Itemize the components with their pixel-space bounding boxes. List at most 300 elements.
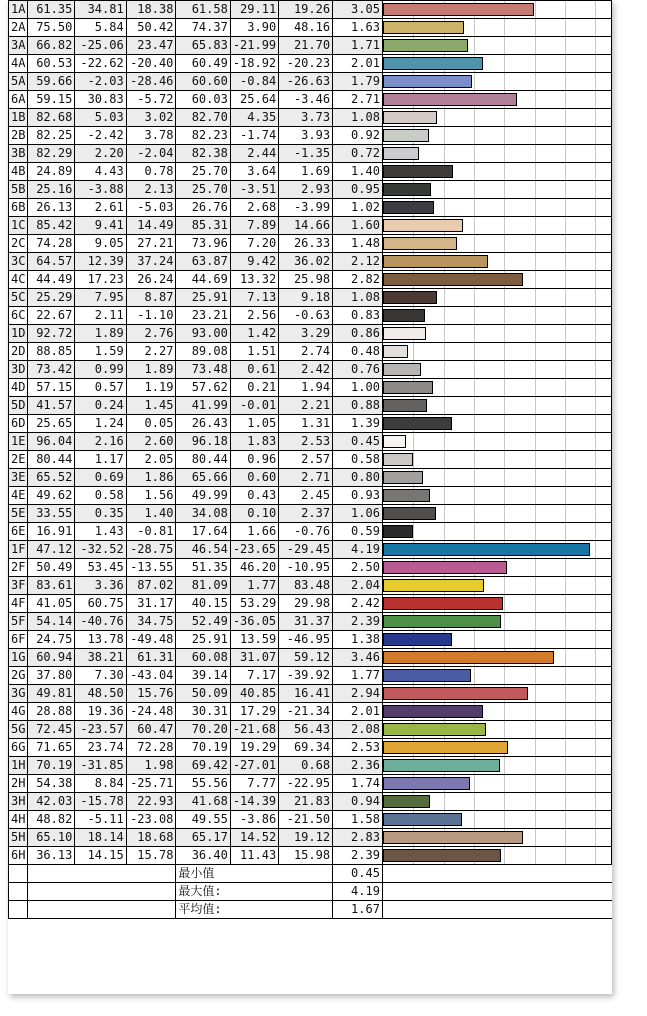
delta-e-cell: 0.83 — [333, 307, 383, 325]
bar-gridline — [504, 343, 505, 360]
lab-value-cell: 3.78 — [126, 127, 176, 145]
patch-id-cell: 1E — [9, 433, 28, 451]
lab-value-cell: 60.60 — [176, 73, 230, 91]
bar-cell — [382, 55, 611, 73]
table-row — [9, 181, 612, 199]
delta-e-cell: 0.72 — [333, 145, 383, 163]
lab-value-cell: 1.24 — [75, 415, 126, 433]
bar-gridline — [595, 505, 596, 522]
bar-gridline — [595, 847, 596, 864]
patch-id-cell: 2A — [9, 19, 28, 37]
delta-e-bar — [383, 471, 423, 484]
lab-value-cell: 61.58 — [176, 1, 230, 19]
bar-gridline — [474, 631, 475, 648]
bar-gridline — [595, 163, 596, 180]
lab-value-cell: 8.84 — [75, 775, 126, 793]
bar-gridline — [535, 271, 536, 288]
bar-gridline — [444, 343, 445, 360]
table-row — [9, 199, 612, 217]
delta-e-cell: 0.45 — [333, 433, 383, 451]
lab-value-cell: 87.02 — [126, 577, 176, 595]
lab-value-cell: 24.75 — [28, 631, 75, 649]
lab-value-cell: 70.19 — [28, 757, 75, 775]
lab-value-cell: 37.80 — [28, 667, 75, 685]
patch-id-cell: 6E — [9, 523, 28, 541]
lab-value-cell: 13.78 — [75, 631, 126, 649]
delta-e-bar — [383, 291, 437, 304]
bar-cell — [382, 487, 611, 505]
delta-e-cell: 1.79 — [333, 73, 383, 91]
bar-gridline — [444, 505, 445, 522]
bar-gridline — [595, 703, 596, 720]
bar-cell — [382, 757, 611, 775]
bar-gridline — [565, 469, 566, 486]
bar-gridline — [474, 811, 475, 828]
bar-gridline — [565, 667, 566, 684]
lab-value-cell: 29.11 — [230, 1, 278, 19]
lab-value-cell: 36.40 — [176, 847, 230, 865]
lab-value-cell: -2.04 — [126, 145, 176, 163]
empty-cell — [9, 883, 28, 901]
delta-e-cell: 3.05 — [333, 1, 383, 19]
patch-id-cell: 3H — [9, 793, 28, 811]
patch-id-cell: 4B — [9, 163, 28, 181]
bar-gridline — [444, 487, 445, 504]
lab-value-cell: 2.53 — [279, 433, 333, 451]
bar-gridline — [535, 577, 536, 594]
bar-gridline — [444, 361, 445, 378]
bar-gridline — [444, 325, 445, 342]
bar-cell — [382, 505, 611, 523]
bar-cell — [382, 181, 611, 199]
bar-gridline — [504, 721, 505, 738]
bar-cell — [382, 325, 611, 343]
bar-gridline — [535, 757, 536, 774]
delta-e-bar — [383, 183, 431, 196]
bar-gridline — [595, 19, 596, 36]
patch-id-cell: 6G — [9, 739, 28, 757]
table-row — [9, 1, 612, 19]
lab-value-cell: 41.99 — [176, 397, 230, 415]
bar-gridline — [595, 415, 596, 432]
table-row — [9, 73, 612, 91]
bar-gridline — [504, 235, 505, 252]
lab-value-cell: 1.17 — [75, 451, 126, 469]
lab-value-cell: 25.29 — [28, 289, 75, 307]
bar-gridline — [535, 739, 536, 756]
lab-value-cell: 2.21 — [279, 397, 333, 415]
bar-gridline — [595, 361, 596, 378]
delta-e-cell: 2.12 — [333, 253, 383, 271]
table-row — [9, 217, 612, 235]
lab-value-cell: 82.29 — [28, 145, 75, 163]
lab-value-cell: 72.28 — [126, 739, 176, 757]
table-row — [9, 595, 612, 613]
lab-value-cell: 82.38 — [176, 145, 230, 163]
bar-gridline — [504, 109, 505, 126]
delta-e-bar — [383, 633, 452, 646]
delta-e-bar — [383, 453, 413, 466]
bar-gridline — [535, 289, 536, 306]
lab-value-cell: 48.82 — [28, 811, 75, 829]
table-row — [9, 325, 612, 343]
bar-gridline — [504, 37, 505, 54]
table-row — [9, 235, 612, 253]
lab-value-cell: 1.83 — [230, 433, 278, 451]
delta-e-bar — [383, 93, 517, 106]
patch-id-cell: 3F — [9, 577, 28, 595]
lab-value-cell: -27.01 — [230, 757, 278, 775]
table-row — [9, 811, 612, 829]
lab-value-cell: -20.23 — [279, 55, 333, 73]
lab-value-cell: 46.20 — [230, 559, 278, 577]
lab-value-cell: -3.51 — [230, 181, 278, 199]
summary-row — [9, 883, 612, 901]
delta-e-bar — [383, 669, 471, 682]
patch-id-cell: 2B — [9, 127, 28, 145]
spreadsheet — [8, 0, 612, 994]
patch-id-cell: 1B — [9, 109, 28, 127]
bar-gridline — [535, 1, 536, 18]
lab-value-cell: -15.78 — [75, 793, 126, 811]
bar-gridline — [595, 343, 596, 360]
bar-gridline — [565, 289, 566, 306]
bar-gridline — [504, 163, 505, 180]
lab-value-cell: 1.89 — [75, 325, 126, 343]
bar-gridline — [565, 397, 566, 414]
bar-cell — [382, 613, 611, 631]
lab-value-cell: 30.31 — [176, 703, 230, 721]
bar-gridline — [565, 829, 566, 846]
bar-gridline — [535, 559, 536, 576]
lab-value-cell: 60.03 — [176, 91, 230, 109]
bar-gridline — [595, 541, 596, 558]
lab-value-cell: 46.54 — [176, 541, 230, 559]
lab-value-cell: 65.83 — [176, 37, 230, 55]
patch-id-cell: 5G — [9, 721, 28, 739]
bar-gridline — [474, 37, 475, 54]
delta-e-bar — [383, 507, 436, 520]
patch-id-cell: 5F — [9, 613, 28, 631]
bar-gridline — [565, 415, 566, 432]
lab-value-cell: -3.46 — [279, 91, 333, 109]
lab-value-cell: 9.05 — [75, 235, 126, 253]
bar-gridline — [504, 451, 505, 468]
delta-e-bar — [383, 255, 488, 268]
lab-value-cell: 60.49 — [176, 55, 230, 73]
summary-value: 1.67 — [333, 901, 383, 919]
patch-id-cell: 1G — [9, 649, 28, 667]
lab-value-cell: -31.85 — [75, 757, 126, 775]
lab-value-cell: 93.00 — [176, 325, 230, 343]
table-row — [9, 703, 612, 721]
lab-value-cell: -23.57 — [75, 721, 126, 739]
lab-value-cell: 65.10 — [28, 829, 75, 847]
lab-value-cell: -1.10 — [126, 307, 176, 325]
lab-value-cell: 7.77 — [230, 775, 278, 793]
bar-gridline — [474, 379, 475, 396]
lab-value-cell: 31.07 — [230, 649, 278, 667]
table-row — [9, 847, 612, 865]
bar-gridline — [444, 127, 445, 144]
table-row — [9, 397, 612, 415]
bar-gridline — [474, 469, 475, 486]
lab-value-cell: 52.49 — [176, 613, 230, 631]
lab-value-cell: 71.65 — [28, 739, 75, 757]
summary-value: 4.19 — [333, 883, 383, 901]
delta-e-cell: 1.74 — [333, 775, 383, 793]
bar-gridline — [565, 55, 566, 72]
bar-gridline — [504, 433, 505, 450]
bar-gridline — [565, 271, 566, 288]
lab-value-cell: 73.42 — [28, 361, 75, 379]
lab-value-cell: 7.30 — [75, 667, 126, 685]
bar-gridline — [565, 811, 566, 828]
bar-gridline — [474, 73, 475, 90]
bar-gridline — [595, 631, 596, 648]
lab-value-cell: 14.52 — [230, 829, 278, 847]
delta-e-cell: 4.19 — [333, 541, 383, 559]
bar-gridline — [595, 37, 596, 54]
bar-gridline — [474, 433, 475, 450]
bar-gridline — [565, 721, 566, 738]
delta-e-cell: 2.83 — [333, 829, 383, 847]
bar-cell — [382, 361, 611, 379]
bar-cell — [382, 451, 611, 469]
bar-gridline — [595, 451, 596, 468]
delta-e-bar — [383, 597, 503, 610]
lab-value-cell: 0.43 — [230, 487, 278, 505]
bar-gridline — [474, 415, 475, 432]
lab-value-cell: 89.08 — [176, 343, 230, 361]
lab-value-cell: -23.65 — [230, 541, 278, 559]
bar-gridline — [595, 235, 596, 252]
lab-value-cell: 21.70 — [279, 37, 333, 55]
bar-gridline — [565, 181, 566, 198]
bar-gridline — [504, 811, 505, 828]
bar-gridline — [535, 37, 536, 54]
bar-gridline — [595, 91, 596, 108]
patch-id-cell: 3G — [9, 685, 28, 703]
bar-gridline — [535, 325, 536, 342]
lab-value-cell: 25.91 — [176, 631, 230, 649]
table-row — [9, 109, 612, 127]
lab-value-cell: -22.95 — [279, 775, 333, 793]
lab-value-cell: 83.61 — [28, 577, 75, 595]
lab-value-cell: 47.12 — [28, 541, 75, 559]
delta-e-bar — [383, 489, 430, 502]
summary-label: 最小值 — [176, 865, 333, 883]
lab-value-cell: -36.05 — [230, 613, 278, 631]
table-row — [9, 163, 612, 181]
bar-gridline — [535, 451, 536, 468]
patch-id-cell: 6C — [9, 307, 28, 325]
lab-value-cell: -25.06 — [75, 37, 126, 55]
lab-value-cell: -39.92 — [279, 667, 333, 685]
lab-value-cell: 0.24 — [75, 397, 126, 415]
lab-value-cell: 0.58 — [75, 487, 126, 505]
bar-gridline — [595, 181, 596, 198]
lab-value-cell: 60.47 — [126, 721, 176, 739]
lab-value-cell: 0.96 — [230, 451, 278, 469]
bar-gridline — [504, 523, 505, 540]
table-row — [9, 757, 612, 775]
delta-e-bar — [383, 813, 462, 826]
lab-value-cell: 82.70 — [176, 109, 230, 127]
lab-value-cell: -5.11 — [75, 811, 126, 829]
bar-gridline — [535, 199, 536, 216]
delta-e-cell: 0.48 — [333, 343, 383, 361]
bar-cell — [382, 253, 611, 271]
patch-id-cell: 4E — [9, 487, 28, 505]
bar-gridline — [535, 631, 536, 648]
bar-gridline — [595, 379, 596, 396]
delta-e-bar — [383, 687, 528, 700]
bar-gridline — [565, 37, 566, 54]
table-row — [9, 775, 612, 793]
bar-cell — [382, 775, 611, 793]
delta-e-bar — [383, 651, 554, 664]
bar-gridline — [565, 793, 566, 810]
patch-id-cell: 4F — [9, 595, 28, 613]
delta-e-cell: 1.63 — [333, 19, 383, 37]
lab-value-cell: 2.16 — [75, 433, 126, 451]
bar-cell — [382, 703, 611, 721]
delta-e-cell: 2.04 — [333, 577, 383, 595]
bar-gridline — [504, 253, 505, 270]
patch-id-cell: 4D — [9, 379, 28, 397]
bar-gridline — [504, 631, 505, 648]
lab-value-cell: 1.42 — [230, 325, 278, 343]
patch-id-cell: 5H — [9, 829, 28, 847]
bar-gridline — [595, 757, 596, 774]
lab-value-cell: 0.99 — [75, 361, 126, 379]
bar-gridline — [474, 343, 475, 360]
bar-gridline — [565, 307, 566, 324]
bar-gridline — [504, 577, 505, 594]
bar-gridline — [535, 55, 536, 72]
lab-value-cell: 3.36 — [75, 577, 126, 595]
bar-gridline — [535, 127, 536, 144]
table-row — [9, 253, 612, 271]
table-row — [9, 577, 612, 595]
lab-value-cell: -18.92 — [230, 55, 278, 73]
delta-e-cell: 1.00 — [333, 379, 383, 397]
lab-value-cell: 80.44 — [28, 451, 75, 469]
patch-id-cell: 2C — [9, 235, 28, 253]
delta-e-bar — [383, 345, 408, 358]
bar-gridline — [535, 19, 536, 36]
patch-id-cell: 4A — [9, 55, 28, 73]
lab-value-cell: -0.84 — [230, 73, 278, 91]
lab-value-cell: -40.76 — [75, 613, 126, 631]
bar-gridline — [474, 307, 475, 324]
lab-value-cell: 40.85 — [230, 685, 278, 703]
lab-value-cell: 2.57 — [279, 451, 333, 469]
lab-value-cell: 5.84 — [75, 19, 126, 37]
patch-id-cell: 1D — [9, 325, 28, 343]
delta-e-bar — [383, 363, 421, 376]
delta-e-cell: 1.39 — [333, 415, 383, 433]
lab-value-cell: 1.40 — [126, 505, 176, 523]
bar-gridline — [413, 343, 414, 360]
lab-value-cell: 0.10 — [230, 505, 278, 523]
patch-id-cell: 4H — [9, 811, 28, 829]
lab-value-cell: 59.12 — [279, 649, 333, 667]
delta-e-cell: 0.76 — [333, 361, 383, 379]
bar-cell — [382, 559, 611, 577]
lab-value-cell: 25.65 — [28, 415, 75, 433]
lab-value-cell: 0.68 — [279, 757, 333, 775]
lab-value-cell: 2.56 — [230, 307, 278, 325]
lab-value-cell: 92.72 — [28, 325, 75, 343]
lab-value-cell: 61.35 — [28, 1, 75, 19]
bar-gridline — [444, 469, 445, 486]
bar-cell — [382, 217, 611, 235]
bar-gridline — [565, 325, 566, 342]
bar-gridline — [595, 397, 596, 414]
delta-e-cell: 1.06 — [333, 505, 383, 523]
bar-gridline — [444, 793, 445, 810]
bar-gridline — [474, 361, 475, 378]
lab-value-cell: 19.36 — [75, 703, 126, 721]
lab-value-cell: 2.71 — [279, 469, 333, 487]
bar-gridline — [565, 847, 566, 864]
bar-gridline — [444, 379, 445, 396]
lab-value-cell: 74.28 — [28, 235, 75, 253]
bar-gridline — [535, 613, 536, 630]
bar-gridline — [474, 325, 475, 342]
table-row — [9, 19, 612, 37]
bar-gridline — [504, 793, 505, 810]
table-row — [9, 343, 612, 361]
bar-gridline — [595, 307, 596, 324]
lab-value-cell: -1.35 — [279, 145, 333, 163]
lab-value-cell: 60.94 — [28, 649, 75, 667]
patch-id-cell: 5A — [9, 73, 28, 91]
bar-cell — [382, 541, 611, 559]
patch-id-cell: 1C — [9, 217, 28, 235]
patch-id-cell: 6A — [9, 91, 28, 109]
bar-gridline — [565, 1, 566, 18]
bar-gridline — [444, 433, 445, 450]
bar-gridline — [565, 703, 566, 720]
lab-value-cell: 39.14 — [176, 667, 230, 685]
bar-gridline — [444, 523, 445, 540]
delta-e-bar — [383, 579, 484, 592]
lab-value-cell: 96.04 — [28, 433, 75, 451]
lab-value-cell: 2.27 — [126, 343, 176, 361]
lab-value-cell: 73.96 — [176, 235, 230, 253]
delta-e-cell: 1.08 — [333, 289, 383, 307]
lab-value-cell: 56.43 — [279, 721, 333, 739]
bar-gridline — [444, 307, 445, 324]
delta-e-bar — [383, 615, 501, 628]
lab-value-cell: 1.66 — [230, 523, 278, 541]
bar-gridline — [595, 793, 596, 810]
lab-value-cell: 3.64 — [230, 163, 278, 181]
bar-gridline — [595, 595, 596, 612]
bar-gridline — [474, 199, 475, 216]
empty-cell — [9, 865, 28, 883]
bar-gridline — [504, 487, 505, 504]
bar-gridline — [565, 757, 566, 774]
lab-value-cell: 2.45 — [279, 487, 333, 505]
patch-id-cell: 2D — [9, 343, 28, 361]
lab-value-cell: 1.05 — [230, 415, 278, 433]
bar-gridline — [535, 397, 536, 414]
patch-id-cell: 3D — [9, 361, 28, 379]
